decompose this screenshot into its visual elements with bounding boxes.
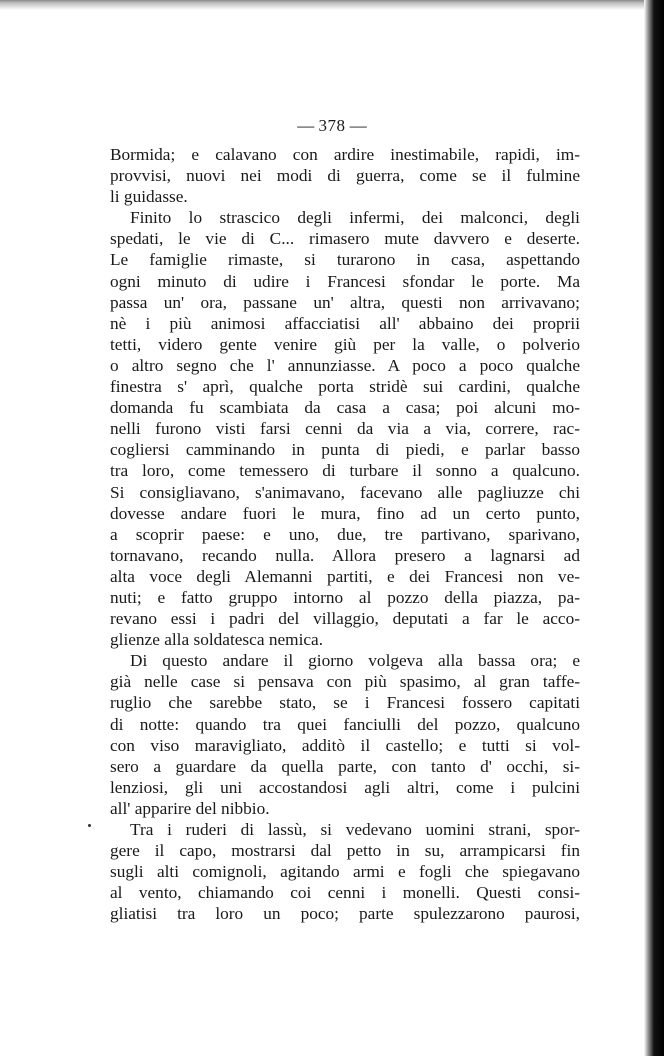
text-line: nuti; e fatto gruppo intorno al pozzo della piazza, pa- xyxy=(110,587,580,607)
text-line: ogni minuto di udire i Francesi sfondar le porte. Ma xyxy=(110,271,580,291)
text-line: tornavano, recando nulla. Allora presero a lagnarsi ad xyxy=(110,545,580,565)
body-text xyxy=(110,144,580,924)
text-line: gere il capo, mostrarsi dal petto in su, arrampicarsi fin xyxy=(110,841,580,861)
page-number-value: 378 xyxy=(318,116,346,135)
text-line: Le famiglie rimaste, si turarono in casa, aspettando xyxy=(110,250,580,270)
page-number-prefix: — xyxy=(297,116,315,135)
text-line: domanda fu scambiata da casa a casa; poi alcuni mo- xyxy=(110,398,580,418)
page-number xyxy=(0,116,664,136)
text-line: cogliersi camminando in punta di piedi, e parlar basso xyxy=(110,440,580,460)
text-line: tetti, videro gente venire giù per la valle, o polverio xyxy=(110,334,580,354)
text-line: gliatisi tra loro un poco; parte spulezzarono paurosi, xyxy=(110,904,580,924)
text-line: dovesse andare fuori le mura, fino ad un certo punto, xyxy=(110,503,580,523)
text-line: tra loro, come temessero di turbare il sonno a qualcuno. xyxy=(110,461,580,481)
page-number-suffix: — xyxy=(349,116,367,135)
text-line: spedati, le vie di C... rimasero mute davvero e deserte. xyxy=(110,229,580,249)
text-line: nelli furono visti farsi cenni da via a via, correre, rac- xyxy=(110,419,580,439)
text-line: ruglio che sarebbe stato, se i Francesi fossero capitati xyxy=(110,693,580,713)
text-line: all' apparire del nibbio. xyxy=(110,798,270,818)
text-line: Di questo andare il giorno volgeva alla bassa ora; e xyxy=(130,651,580,671)
text-line: nè i più animosi affacciatisi all' abbaino dei proprii xyxy=(110,313,580,333)
text-line: revano essi i padri del villaggio, deputati a far le acco- xyxy=(110,609,580,629)
text-line: provvisi, nuovi nei modi di guerra, come se il fulmine xyxy=(110,166,580,186)
text-line: di notte: quando tra quei fanciulli del pozzo, qualcuno xyxy=(110,714,580,734)
text-line: Si consigliavano, s'animavano, facevano alle pagliuzze chi xyxy=(110,482,580,502)
text-line: con viso maravigliato, additò il castello; e tutti si vol- xyxy=(110,735,580,755)
book-spine-shadow xyxy=(644,0,664,1056)
text-line: o altro segno che l' annunziasse. A poco a poco qualche xyxy=(110,355,580,375)
text-line: già nelle case si pensava con più spasimo, al gran taffe- xyxy=(110,672,580,692)
text-line: Finito lo strascico degli infermi, dei malconci, degli xyxy=(130,208,580,228)
text-line: al vento, chiamando coi cenni i monelli. Questi consi- xyxy=(110,883,580,903)
text-line: li guidasse. xyxy=(110,187,188,207)
page-top-edge-shadow xyxy=(0,0,664,14)
print-speck xyxy=(88,824,91,827)
text-line: a scoprir paese: e uno, due, tre partivano, sparivano, xyxy=(110,524,580,544)
text-line: lenziosi, gli uni accostandosi agli altri, come i pulcini xyxy=(110,777,580,797)
text-line: glienze alla soldatesca nemica. xyxy=(110,630,324,650)
text-line: alta voce degli Alemanni partiti, e dei Francesi non ve- xyxy=(110,566,580,586)
text-line: Bormida; e calavano con ardire inestimabile, rapidi, im- xyxy=(110,145,580,164)
text-line: Tra i ruderi di lassù, si vedevano uomini strani, spor- xyxy=(130,820,580,839)
text-line: finestra s' aprì, qualche porta stridè sui cardini, qualche xyxy=(110,377,580,397)
text-line: sugli alti comignoli, agitando armi e fogli che spiegavano xyxy=(110,862,580,882)
text-line: sero a guardare da quella parte, con tanto d' occhi, si- xyxy=(110,756,580,776)
text-line: passa un' ora, passane un' altra, questi non arrivavano; xyxy=(110,292,580,312)
